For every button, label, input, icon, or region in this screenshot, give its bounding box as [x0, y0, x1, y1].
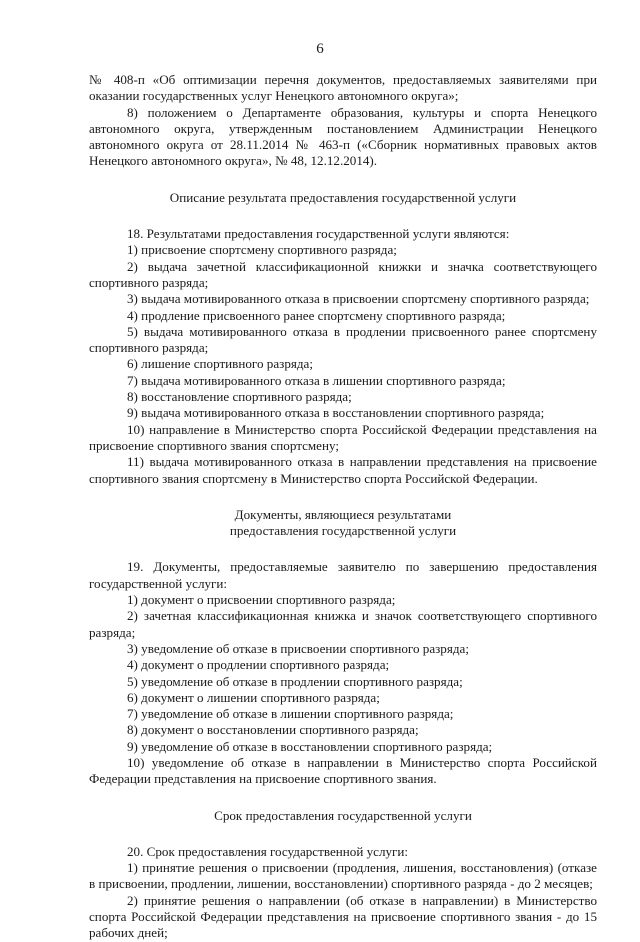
section1-item: 11) выдача мотивированного отказа в направлении представления на присвоение спортивного звания спортсмену в Министерство спорта Российской Федерации.	[89, 454, 597, 486]
section1-item: 7) выдача мотивированного отказа в лишении спортивного разряда;	[127, 372, 506, 388]
section2-item: 2) зачетная классификационная книжка и значок соответствующего спортивного разряда;	[89, 608, 597, 640]
section1-item: 1) присвоение спортсмену спортивного разряда;	[127, 242, 397, 258]
section2-item: 7) уведомление об отказе в лишении спортивного разряда;	[127, 706, 454, 722]
section1-item: 9) выдача мотивированного отказа в восстановлении спортивного разряда;	[127, 405, 545, 421]
section1-item: 5) выдача мотивированного отказа в продлении присвоенного ранее спортсмену спортивного разряда;	[89, 323, 597, 356]
section1-item: 8) восстановление спортивного разряда;	[127, 389, 352, 405]
section1-item: 4) продление присвоенного ранее спортсмену спортивного разряда;	[127, 307, 506, 323]
section3-item: 2) принятие решения о направлении (об отказе в направлении) в Министерство спорта Российской Федерации представления на присвоение спортивного звания - до 15 рабочих дней;	[89, 892, 597, 941]
section2-item: 9) уведомление об отказе в восстановлении спортивного разряда;	[127, 738, 493, 754]
section3-lead: 20. Срок предоставления государственной услуги:	[127, 843, 409, 859]
section-heading-term: Срок предоставления государственной услуги	[214, 807, 472, 823]
section1-item: 10) направление в Министерство спорта Российской Федерации представления на присвоение спортивного звания спортсмену;	[89, 421, 597, 453]
section2-item: 1) документ о присвоении спортивного разряда;	[127, 592, 396, 608]
intro-paragraph-1: № 408-п «Об оптимизации перечня документов, предоставляемых заявителями при оказании государственных услуг Ненецкого автономного округа»;	[89, 72, 597, 104]
section3-item: 1) принятие решения о присвоении (продления, лишения, восстановления) (отказе в присвоении, продлении, лишении, восстановлении) спортивного разряда - до 2 месяцев;	[89, 860, 597, 892]
section1-lead: 18. Результатами предоставления государственной услуги являются:	[127, 226, 510, 242]
section2-item: 3) уведомление об отказе в присвоении спортивного разряда;	[127, 640, 469, 656]
section-heading-result: Описание результата предоставления государственной услуги	[169, 189, 517, 205]
section2-item: 4) документ о продлении спортивного разряда;	[127, 657, 390, 673]
section1-item: 3) выдача мотивированного отказа в присвоении спортсмену спортивного разряда;	[127, 291, 590, 307]
section-heading-documents-line2: предоставления государственной услуги	[229, 523, 457, 539]
section2-item: 8) документ о восстановлении спортивного разряда;	[127, 722, 419, 738]
intro-paragraph-2: 8) положением о Департаменте образования, культуры и спорта Ненецкого автономного округа, утвержденным постановлением Администрации Ненецкого автономного округа от 28.11.2014 № 463-п («Сборник нормативных правовых актов Ненецкого автономного округа», № 48, 12.12.2014).	[89, 104, 597, 169]
section2-item: 10) уведомление об отказе в направлении в Министерство спорта Российской Федерации представления на присвоение спортивного звания.	[89, 754, 597, 787]
page-number: 6	[316, 41, 324, 57]
section1-item: 6) лишение спортивного разряда;	[127, 356, 313, 372]
section2-lead: 19. Документы, предоставляемые заявителю по завершению предоставления государственной услуги:	[89, 559, 597, 591]
document-body	[89, 72, 597, 942]
section1-item: 2) выдача зачетной классификационной книжки и значка соответствующего спортивного разряда;	[89, 258, 597, 290]
section-heading-documents	[89, 507, 597, 540]
section-heading-documents-line1: Документы, являющиеся результатами	[234, 506, 452, 522]
section2-item: 5) уведомление об отказе в продлении спортивного разряда;	[127, 673, 463, 689]
section2-item: 6) документ о лишении спортивного разряда;	[127, 689, 380, 705]
